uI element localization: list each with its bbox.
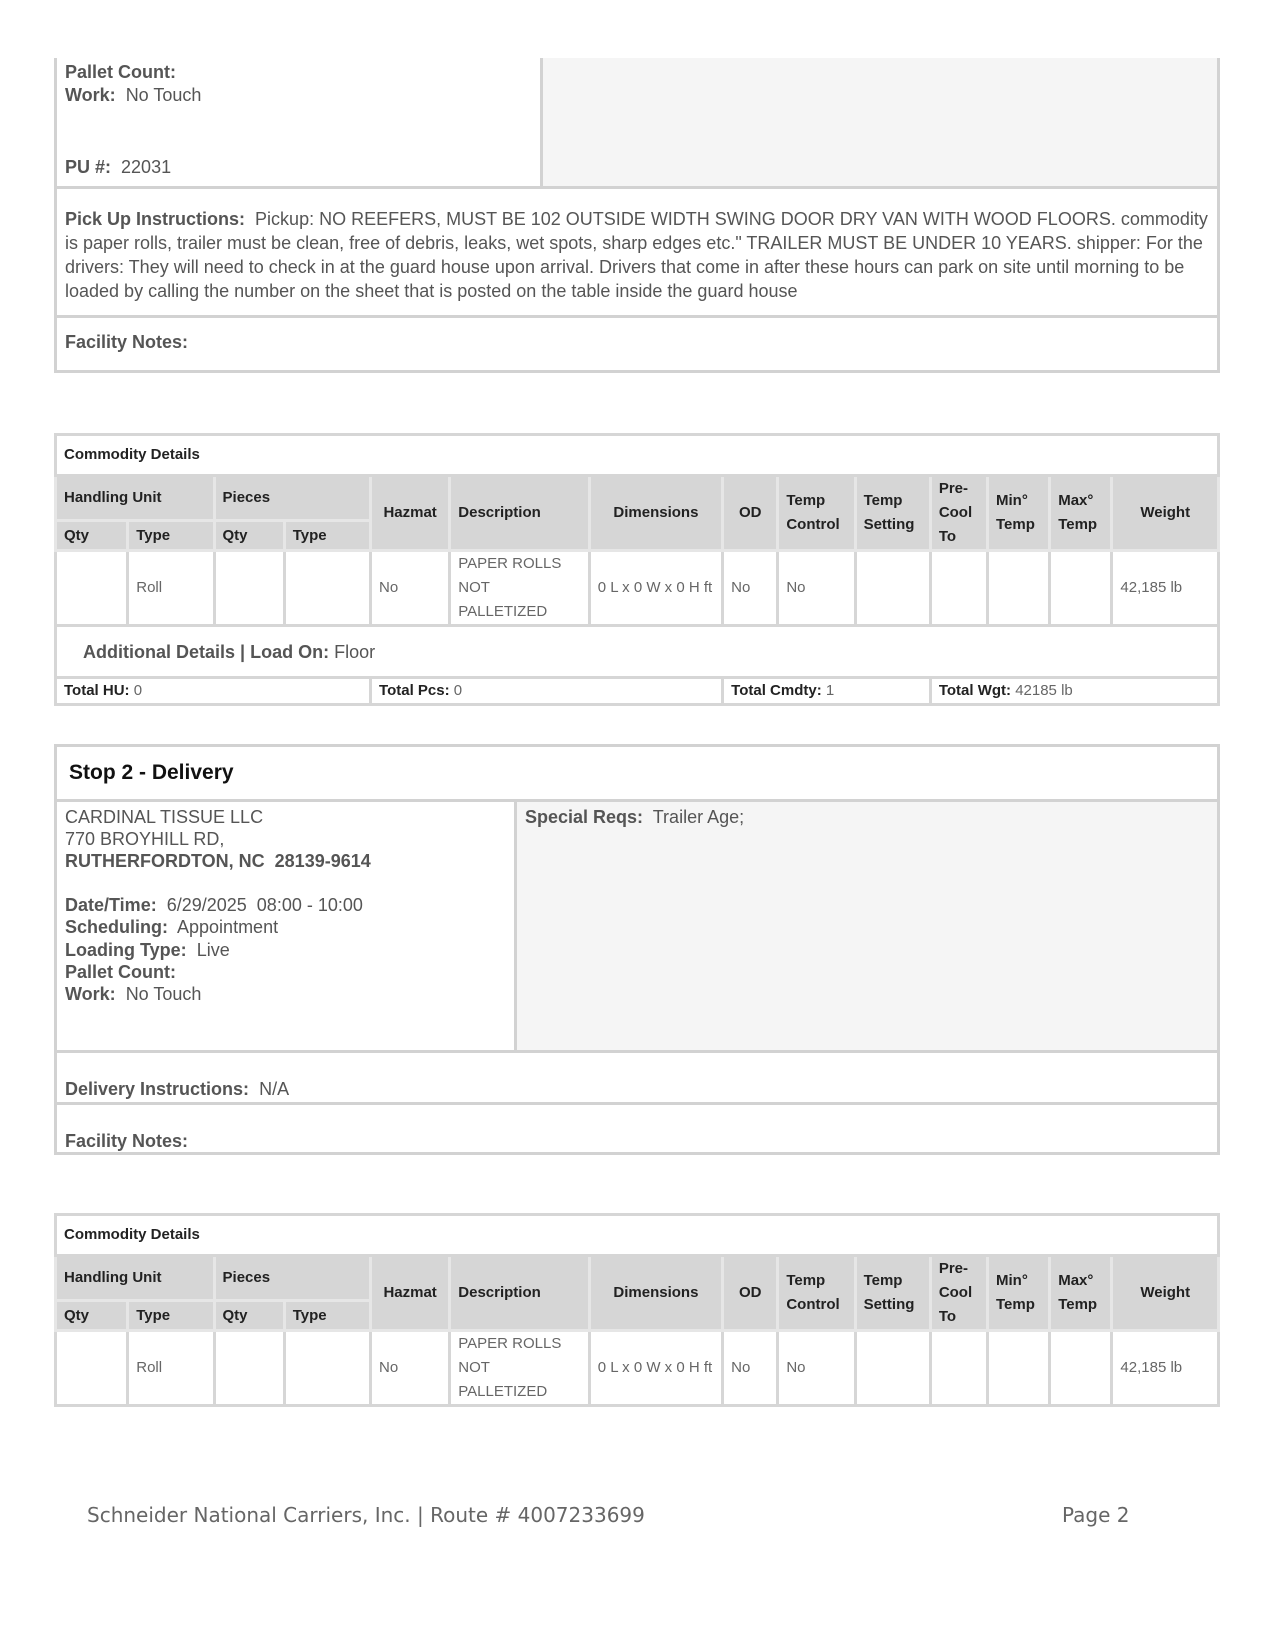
work-label: Work: bbox=[65, 85, 116, 105]
special-reqs-label: Special Reqs: bbox=[525, 807, 644, 827]
pre-cool-cell bbox=[930, 1331, 987, 1406]
load-on-label: Load On: bbox=[250, 641, 330, 662]
work-line bbox=[65, 84, 201, 107]
temp-control-cell: No bbox=[778, 1331, 855, 1406]
city-state-zip: RUTHERFORDTON, NC 28139-9614 bbox=[65, 851, 371, 871]
totals-row bbox=[56, 678, 1219, 705]
total-pcs-label: Total Pcs: bbox=[379, 682, 450, 699]
loading-type-value: Live bbox=[196, 940, 230, 960]
commodity-table-1 bbox=[54, 433, 1220, 706]
additional-details: Additional Details | Load On: Floor bbox=[56, 626, 1219, 678]
total-pcs-value: 0 bbox=[453, 682, 463, 699]
description-cell: PAPER ROLLS NOT PALLETIZED bbox=[450, 1331, 589, 1406]
dimensions-cell: 0 L x 0 W x 0 H ft bbox=[589, 551, 722, 626]
pc-type-cell bbox=[284, 1331, 370, 1406]
pu-number-line bbox=[65, 156, 171, 179]
od-cell: No bbox=[723, 1331, 778, 1406]
scheduling-line bbox=[65, 916, 278, 939]
facility-notes-line bbox=[65, 331, 188, 354]
min-temp-cell bbox=[988, 1331, 1050, 1406]
hu-type-header-2: Type bbox=[128, 1301, 214, 1331]
pieces-header: Pieces bbox=[214, 476, 371, 521]
footer-company-route: Schneider National Carriers, Inc. | Route # 4007233699 bbox=[87, 1503, 645, 1527]
facility-notes-line-2 bbox=[65, 1130, 188, 1153]
hazmat-cell: No bbox=[371, 551, 450, 626]
loading-type-label: Loading Type: bbox=[65, 940, 187, 960]
total-cmdty-label: Total Cmdty: bbox=[731, 682, 822, 699]
pc-qty-cell bbox=[214, 1331, 284, 1406]
total-wgt-label: Total Wgt: bbox=[938, 682, 1012, 699]
table-row bbox=[56, 1331, 1219, 1406]
pre-cool-header-2: Pre-Cool To bbox=[930, 1256, 987, 1331]
temp-setting-header-2: Temp Setting bbox=[855, 1256, 930, 1331]
total-wgt-value: 42185 lb bbox=[1015, 682, 1073, 699]
work-value: No Touch bbox=[125, 85, 202, 105]
loading-type-line bbox=[65, 939, 230, 962]
max-temp-header: Max° Temp bbox=[1050, 476, 1112, 551]
pallet-count-line-2 bbox=[65, 961, 176, 984]
max-temp-cell bbox=[1050, 551, 1112, 626]
stop2-title: Stop 2 - Delivery bbox=[69, 761, 234, 784]
hu-qty-header-2: Qty bbox=[56, 1301, 128, 1331]
temp-setting-header: Temp Setting bbox=[855, 476, 930, 551]
pickup-instructions bbox=[65, 207, 1215, 303]
facility-notes-label-2: Facility Notes: bbox=[65, 1131, 189, 1151]
hazmat-header: Hazmat bbox=[371, 476, 450, 551]
commodity-table-2 bbox=[54, 1213, 1220, 1407]
stop1-continuation-box bbox=[54, 58, 1220, 373]
total-wgt bbox=[930, 678, 1218, 705]
od-header: OD bbox=[723, 476, 778, 551]
weight-header: Weight bbox=[1112, 476, 1219, 551]
pc-qty-cell bbox=[214, 551, 284, 626]
hu-qty-cell bbox=[56, 551, 128, 626]
pc-type-cell bbox=[284, 551, 370, 626]
pu-number-value: 22031 bbox=[121, 157, 172, 177]
pu-number-label: PU #: bbox=[65, 157, 112, 177]
pc-qty-header-2: Qty bbox=[214, 1301, 284, 1331]
description-header: Description bbox=[450, 476, 589, 551]
description-header-2: Description bbox=[450, 1256, 589, 1331]
special-reqs-panel bbox=[517, 802, 1217, 1050]
delivery-instructions-line bbox=[65, 1078, 289, 1101]
delivery-instructions-label: Delivery Instructions: bbox=[65, 1079, 250, 1099]
handling-unit-header: Handling Unit bbox=[56, 476, 215, 521]
commodity-details-2 bbox=[54, 1213, 1220, 1407]
temp-setting-cell bbox=[855, 551, 930, 626]
hazmat-header-2: Hazmat bbox=[371, 1256, 450, 1331]
stop2-delivery-box bbox=[54, 744, 1220, 1155]
pc-qty-header: Qty bbox=[214, 521, 284, 551]
total-cmdty bbox=[723, 678, 931, 705]
min-temp-cell bbox=[988, 551, 1050, 626]
dimensions-header: Dimensions bbox=[589, 476, 722, 551]
commodity-details-1 bbox=[54, 433, 1220, 706]
work-label-2: Work: bbox=[65, 984, 116, 1004]
company-name: CARDINAL TISSUE LLC bbox=[65, 807, 264, 827]
scheduling-label: Scheduling: bbox=[65, 917, 168, 937]
datetime-line bbox=[65, 894, 363, 917]
load-on-value: Floor bbox=[334, 641, 376, 662]
weight-cell: 42,185 lb bbox=[1112, 551, 1219, 626]
facility-notes-label: Facility Notes: bbox=[65, 332, 189, 352]
pc-type-header: Type bbox=[284, 521, 370, 551]
total-pcs bbox=[371, 678, 723, 705]
temp-control-cell: No bbox=[778, 551, 855, 626]
pickup-instructions-value: Pickup: NO REEFERS, MUST BE 102 OUTSIDE WIDTH SWING DOOR DRY VAN WITH WOOD FLOORS. commodity is paper rolls, trailer must be clean, free of debris, leaks, wet spots, sharp edges etc." TRAILER MUST BE UNDER 10 YEARS. shipper: For the drivers: They will need to check in at the guard house upon arrival. Drivers that come in after these hours can park on site until morning to be loaded by calling the number on the sheet that is posted on the table inside the guard house bbox=[65, 209, 1208, 301]
pickup-instructions-label: Pick Up Instructions: bbox=[65, 209, 246, 229]
additional-details-label: Additional Details bbox=[83, 641, 236, 662]
stop1-right-panel bbox=[543, 58, 1217, 186]
max-temp-header-2: Max° Temp bbox=[1050, 1256, 1112, 1331]
temp-control-header: Temp Control bbox=[778, 476, 855, 551]
pre-cool-cell bbox=[930, 551, 987, 626]
total-hu bbox=[56, 678, 371, 705]
table-row bbox=[56, 551, 1219, 626]
delivery-instructions-value: N/A bbox=[259, 1079, 290, 1099]
special-reqs-value: Trailer Age; bbox=[652, 807, 745, 827]
hu-qty-header: Qty bbox=[56, 521, 128, 551]
weight-header-2: Weight bbox=[1112, 1256, 1219, 1331]
hu-qty-cell bbox=[56, 1331, 128, 1406]
max-temp-cell bbox=[1050, 1331, 1112, 1406]
special-reqs-line bbox=[525, 806, 744, 829]
dimensions-cell: 0 L x 0 W x 0 H ft bbox=[589, 1331, 722, 1406]
dimensions-header-2: Dimensions bbox=[589, 1256, 722, 1331]
pallet-count-label: Pallet Count: bbox=[65, 62, 176, 82]
pc-type-header-2: Type bbox=[284, 1301, 370, 1331]
footer-page-number: Page 2 bbox=[1062, 1503, 1130, 1527]
total-hu-label: Total HU: bbox=[64, 682, 130, 699]
hu-type-cell: Roll bbox=[128, 551, 214, 626]
total-cmdty-value: 1 bbox=[825, 682, 835, 699]
od-header-2: OD bbox=[723, 1256, 778, 1331]
min-temp-header: Min° Temp bbox=[988, 476, 1050, 551]
weight-cell: 42,185 lb bbox=[1112, 1331, 1219, 1406]
hu-type-cell: Roll bbox=[128, 1331, 214, 1406]
datetime-label: Date/Time: bbox=[65, 895, 157, 915]
pallet-count-line bbox=[65, 61, 176, 84]
scheduling-value: Appointment bbox=[177, 917, 279, 937]
commodity-title-2: Commodity Details bbox=[56, 1215, 1219, 1256]
hazmat-cell: No bbox=[371, 1331, 450, 1406]
hu-type-header: Type bbox=[128, 521, 214, 551]
handling-unit-header-2: Handling Unit bbox=[56, 1256, 215, 1301]
datetime-value: 6/29/2025 08:00 - 10:00 bbox=[166, 895, 363, 915]
commodity-title: Commodity Details bbox=[56, 435, 1219, 476]
pallet-count-label-2: Pallet Count: bbox=[65, 962, 176, 982]
total-hu-value: 0 bbox=[133, 682, 143, 699]
street-address: 770 BROYHILL RD, bbox=[65, 829, 225, 849]
pre-cool-header: Pre-Cool To bbox=[930, 476, 987, 551]
description-cell: PAPER ROLLS NOT PALLETIZED bbox=[450, 551, 589, 626]
pieces-header-2: Pieces bbox=[214, 1256, 371, 1301]
temp-setting-cell bbox=[855, 1331, 930, 1406]
work-value-2: No Touch bbox=[125, 984, 202, 1004]
temp-control-header-2: Temp Control bbox=[778, 1256, 855, 1331]
od-cell: No bbox=[723, 551, 778, 626]
min-temp-header-2: Min° Temp bbox=[988, 1256, 1050, 1331]
work-line-2 bbox=[65, 983, 201, 1006]
